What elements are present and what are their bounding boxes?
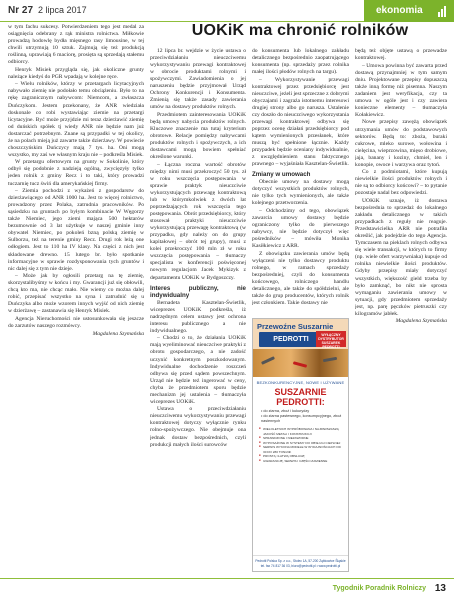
- ad-tagline: Przewoźne Suszarnie: [257, 322, 334, 331]
- ad-product-photo: [253, 349, 348, 377]
- list-item: • do ziarna, zboż i kukurydzy: [261, 409, 310, 413]
- paragraph: Co z podmiotami, które kupują niewielkie ilości produktów rolnych i nie są to odbiorcy końcowi? – to pytanie pozostaje nadal bez odpowiedzi.: [355, 169, 447, 197]
- section-tab: [364, 0, 454, 22]
- paragraph: Obecnie umowy na dostawy mogą dotyczyć wszystkich produktów rolnych, nie tylko tych wymienionych, ale także kolejnego przetworzenia.: [252, 179, 349, 207]
- paragraph: Ustawa o przeciwdziałaniu nieuczciwemu wykorzystywaniu przewagi kontraktowej dotyczy wyłącznie rynku rolno-spożywczego. Nie obejmuje ona jednak dostaw bezpośrednich, czyli produkcji małych ilości surowców: [150, 406, 246, 448]
- section-label: ekonomia: [376, 5, 423, 16]
- author-signature: Magdalena Szymańska: [395, 318, 447, 325]
- publication-brand: [333, 585, 426, 592]
- article-column-3: [252, 48, 349, 313]
- list-item: ■ WIELOLETNICH WYPRÓBOWANA I NAJPARSZASZĄ JAKOŚĆ METALI I KONSTRUKCJI: [259, 427, 344, 436]
- ad-header: [253, 319, 348, 349]
- page-number: 13: [434, 583, 446, 594]
- page-header: [0, 0, 454, 22]
- paragraph: UOKiK uznaje, iż dostawa bezpośrednia to sprzedaż do lokalnego zakładu detalicznego w takich przypadkach z reguły nie reaguje. Przedstawicielka ARR nie potrafiła określić, jak podejdzie do tego Agencja. Tymczasem na pieklach rolnych odbywa się wiele transakcji, w których to firmy (np. wiele ofert warzywniaka) kupuje od rolnika niewielkie ilości produktów. Gdyby przepisy miały dotyczyć wszystkich, większość gield trzeba by było zamknąć, bo nikt nie sprosta wymaganiu zawierania umowy w sytuacji, gdy przedmiotem sprzedaży jest, np. parę pęczków pietruszki czy kilogramów jabłek.: [355, 197, 447, 317]
- tool-image: [323, 357, 337, 362]
- brand-part: Tygodnik: [332, 585, 364, 592]
- issue-date: 2 lipca 2017: [38, 5, 87, 15]
- ad-product-list: [253, 407, 348, 424]
- paragraph: Bernadeta Kasztelan-Świetlik, wiceprezes UOKiK podkreśla, iż nadrzędnym celem ustawy jest ochrona interesu publicznego a nie indywidualnego.: [150, 299, 246, 334]
- list-item: • do ziarna pastewnego, konsumpcyjnego, zboż nasiennych: [261, 414, 342, 423]
- page-footer: [0, 578, 454, 600]
- paragraph: Nowe przepisy zawężą obowiązek utrzymania umów do podstawowych sektorów. Będą to: zboża, buraki cukrowe, mleko surowe, wołowina i cielęcina, wieprzowina, mięso drobiowe, jaja, banany i koziny, chmiel, len i konopie, owoce i warzywa oraz tytoń.: [355, 119, 447, 168]
- ad-contact: Pedrotti Polska Sp. z o.o., Stolec 1A, 57-200 Ząbkowice Śląskie tel. fax 74 817 36 03, biuro@pedrotti.pl • www.pedrotti.pl: [253, 555, 348, 571]
- subheading: Zmiany w umowach: [252, 171, 311, 179]
- paragraph: w tym fachu sukcesy. Potwierdzeniem tego jest medal za osiągnięcia odebrany z rąk ministra rolnictwa. Miłkowie prowadzą hodowlę bydła mięsnego rasy limousine, w tej chwili utrzymują 10 sztuk. Zajmują się też produkcją roślinną, uprawiają 6 maciorę, prosięta są sprzedają stałemu odbiorcy.: [8, 24, 144, 66]
- issue-info: [8, 5, 87, 16]
- article-column-4: [355, 48, 447, 572]
- author-signature: Magdalena Szymańska: [92, 330, 144, 337]
- paragraph: – Może jak by ogłosili przetarg na tę ziemię, skorzystalibyśmy w końcu i my. Gwarancji już się obłowili, chcą kto ma, nie chcąc mało. Nie wiemy co można dalej robić, przepisać wszystko na syna i zatrudnić się u Duńczyka albo może wzorem innych wyjść od nich ziemię w dzierżawę – zastanawia się Henryk Misiek.: [8, 273, 144, 315]
- list-item: ■ GWARANCJĘ, SERWIS I CZĘŚCI ZAMIENNE: [259, 459, 344, 464]
- paragraph: – Umowa powinna być zawarta przed dostawą przynajmniej w tym samym dniu. Projektowane przepisy dopuszczą także inną formę niż pisemna. Naszym zadaniem jest weryfikacja, czy ta umowa w ogóle jest i czy zawiera konieczne elementy – tłumaczyła Kołakiewicz.: [355, 62, 447, 118]
- article-column-2: [150, 48, 246, 572]
- brand-part: Poradnik: [365, 585, 396, 592]
- paragraph: – Chodzi o to, że działania UOKiK mają wyeliminować nieuczciwe praktyki z obrotu gospodarczego, a nie zadość uczynić konkretnym poszkodowanym. Indywidualne dochodzenie roszczeń odbywa się przed sądem powszechnym. Urząd nie będzie też ingerować w ceny, chyba że przedmiotem sporu będzie mechanizm jej ustalenia – tłumaczyła wiceprezes UOKiK.: [150, 335, 246, 405]
- paragraph: – Ziemia pochodzi z wykażeń z gospodarstw do dzierżawiącego od ANR 1000 ha. Jest to więcej rolnictwo, prowadzony przez Polaka, zatrudnia pracowników. Po sąsiedzku na gruntach po byłym kombinacie W Węgorzy także Niemiec, jego ziemi mająca 500 hektarów bezumownie od 3 lat użytkuje w naszej gminie inny obywatel Niemiec, po pokoleń bzną polską ziemię w Sulborzu, też na terenie gminy Recz. Drugi rok leżą one odłogiem. Jest to 110 ha IV klasy. Na części z nich jest składowane drewno. 15 lutego br. było spotkanie informacyjne w sprawie rozdysponowania tych gruntów i nic dalej się z tym nie dzieje.: [8, 188, 144, 272]
- ad-feature-list: [253, 424, 348, 463]
- article-title: UOKiK ma chronić rolników: [191, 22, 409, 39]
- paragraph: Henryk Misiek przygląda się, jak okoliczne grunty należące kiedyś do PGR wpadają w kolejne ręce.: [8, 66, 144, 80]
- issue-number: Nr 27: [8, 5, 34, 16]
- list-item: ■ SERWIS WYKONA MODELE W WYDAJNOŚCIACH OD 30 DO 280 TON/24h: [259, 445, 344, 454]
- ad-line: BEZKONKURENCYJNE, NOWE I UŻYWANE: [256, 380, 345, 385]
- subheading: Interes publiczny, nie indywidualny: [150, 284, 246, 299]
- list-item: ■ WYPOSAŻONE W SYSTEMY DO OBSŁUGI CIEPLNEJ: [259, 441, 344, 446]
- paragraph: 12 lipca br. wejdzie w życie ustawa o przeciwdziałaniu nieuczciwemu wykorzystywaniu przewagi kontraktowej w obrocie produktami rolnymi i spożywczymi. Zawiadomienia o jej naruszeniu będzie przyjmował Urząd Ochrony Konkurencji i Konsumenta. Zmienią się także zasady zawierania umów na dostawy produktów rolnych.: [150, 48, 246, 111]
- paragraph: – Wielu rolników, którzy w przetargach licytacyjnych nabywało ziemię nie podołało temu obciążeniu. Było to na rękę zagranicznym nabywcom: Niemcom, a zwłaszcza Duńczykom. Jestem przekonany, że ANR wiedziała doskonale co robi wystawiając ziemie na przetargi licytacyjne. Być może przyjdzie mi teraz dzierżawić ziemię od duńskich spółek tj wiedy ANR nie będzie nam już dostarczać potrzebnym. Znane są przypadki w tej okolicy, że na polach mieją już zawarte także dzierżawy. W powiecie choszczyńskim Duńczycy mają 7 tys. ha. Oni mogą wszystko, my zaś we własnym kraju nie – podkreśla Misiek.: [8, 81, 144, 158]
- paragraph: W przetargu ofertowym na grunty w Sokolinie, który odbył się podobnie z nadzieją ogólną, zwycięzyły tylko jeden rolnik z gminy Recz i to taki, który prowadzi tuczarnię tucz świń dla amerykańskiej firmy.: [8, 159, 144, 187]
- ad-product-name: SUSZARNIE PEDROTTI:: [274, 387, 327, 407]
- paragraph: – Odchodzimy od tego, obowiązek zawarcia umowy dostawy będzie ograniczony tylko do pierwszego nabywcy, nie będzie dotyczył więc pośredników – mówiła Monika Kasiłkiewicz z ARR.: [252, 208, 349, 250]
- ad-banner: WYŁĄCZNY DYSTRYBUTOR SUSZAREK PEDROTTI: [316, 331, 346, 347]
- paragraph: – Łączna roczna wartość obrotów między nimi musi przekroczyć 50 tys. zł w roku wszczęcia postępowania w sprawie praktyk nieuczciwie wykorzystujących przewagę kontraktową lub w którymkolwiek z dwóch lat poprzedzających rok wszczęcia tego postępowania. Obrót przedsiębiorcy, który stosował praktyki nieuczciwie wykorzystującą przewagę kontraktową (w przypadku, gdy należy on do grupy kapitałowej – obrót tej grupy), musi z kolei przekroczyć 100 mln zł w roku wszczęcia postępowania – tłumaczy specjalista w konferencji poświęconej nowym regulacjom Jacek Mykizyk z departamentu UOKiK w Bydgoszczy.: [150, 161, 246, 281]
- paragraph: Przedmiotem zainteresowania UOKiK będą umowy nabycia produktów rolnych. Kluczowe znaczenie ma tutaj kryterium obrotowe. Relacje pomiędzy nabywcami produktów rolnych i spożywczych, a ich dostawcami mogą bowiem spełniać określone warunki.: [150, 111, 246, 161]
- list-item: ■ PROSTĄ I ŁATWĄ OBSŁUGĘ: [259, 454, 344, 459]
- tool-image: [261, 356, 275, 365]
- pedrotti-advertisement: [252, 318, 349, 572]
- brand-part: Rolniczy: [397, 585, 426, 592]
- article-column-1: [8, 24, 144, 572]
- paragraph: Agencja Nieruchomości nie ustosunkowała się jeszcze do zarzutów naszego rozmówcy.: [8, 315, 144, 329]
- list-item: ■ SPRAWDZONE I NIEZAWODNE: [259, 436, 344, 441]
- ad-logo: PEDROTTI: [259, 332, 323, 347]
- paragraph: do konsumenta lub lokalnego zakładu detalicznego bezpośrednio zaopatrującego konsumenta (np. sprzedaży przez rolnika małej ilości płodów rolnych na targu).: [252, 48, 349, 76]
- bar-chart-icon: [438, 5, 448, 17]
- paragraph: Z obowiązku zawierania umów będą wyłączeni nie tylko dostawcy produktu rolnego, w ramach sprzedaży bezpośredniej, czyli do konsumenta końcowego, rolniczego handlu detalicznego, ale także do spółdzielni, ale także do grup producentów, których rolnik jest członkiem. Takie dostawy nie: [252, 250, 349, 307]
- tool-image: [293, 361, 307, 368]
- paragraph: będą też objęte ustawą o przewadze kontraktowej.: [355, 48, 447, 62]
- paragraph: – Wykorzystywanie przewagi kontraktowej przez przedsiębiorcę jest nieuczciwe, jeżeli jest sprzeczne z dobrymi obyczajami i zagraża istotnemu interesowi drugiej strony albo go narusza. Ustalenie czy doszło do nieuczciwego wykorzystania przewagi kontraktowej odbywa się poprzez ocenę działań przedsiębiorcy pod kątem wymienionych przesłanek, które muszą być spełnione łącznie. Każdy przypadek będzie oceniany indywidualnie, z uwzględnieniem stanu faktycznego prawnego – wyjaśniała Kasztelan-Świetlik.: [252, 76, 349, 168]
